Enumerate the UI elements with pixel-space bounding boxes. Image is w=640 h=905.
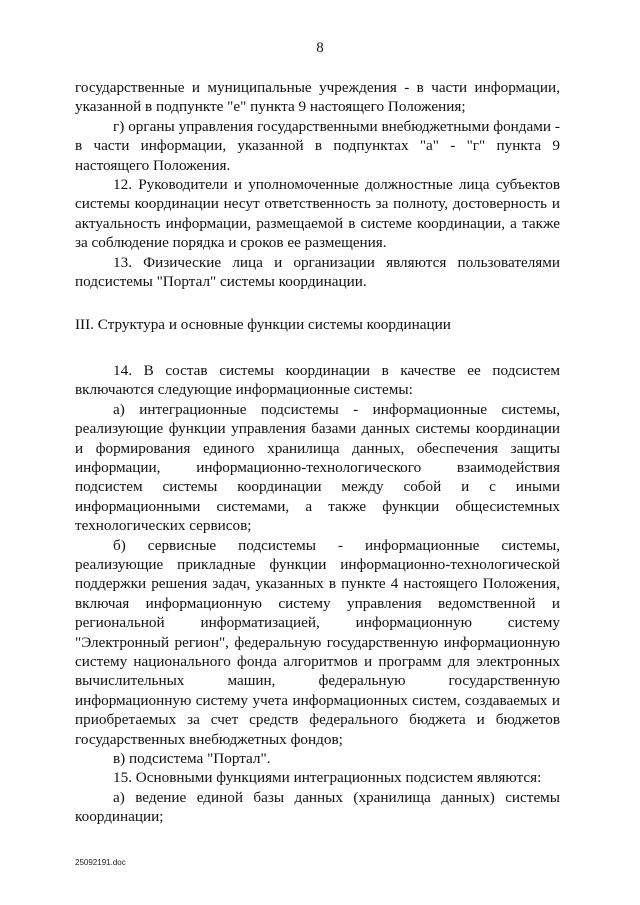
paragraph-continuation: государственные и муниципальные учреждения - в части информации, указанной в подпункте "е" пункта 9 настоящего Положения; bbox=[75, 79, 560, 116]
paragraph-13: 13. Физические лица и организации являются пользователями подсистемы "Портал" системы координации. bbox=[75, 253, 560, 291]
page-number: 8 bbox=[316, 40, 324, 56]
paragraph-14: 14. В состав системы координации в качестве ее подсистем включаются следующие информационные системы: bbox=[75, 361, 560, 399]
footer-filename: 25092191.doc bbox=[75, 858, 126, 867]
paragraph-12: 12. Руководители и уполномоченные должностные лица субъектов системы координации несут ответственность за полноту, достоверность и актуальность информации, размещаемой в системе координации, а также за соблюдение порядка и сроков ее размещения. bbox=[75, 176, 560, 252]
document-body bbox=[75, 78, 560, 827]
paragraph-item-g: г) органы управления государственными внебюджетными фондами - в части информации, указанной в подпунктах "а" - "г" пункта 9 настоящего Положения. bbox=[75, 117, 560, 174]
paragraph-14-v: в) подсистема "Портал". bbox=[113, 750, 271, 767]
paragraph-14-b: б) сервисные подсистемы - информационные системы, реализующие прикладные функции информационно-технологической поддержки решения задач, указанных в пункте 4 настоящего Положения, включая информационную систему управления ведомственной и региональной информатизацией, информационную систему "Электронный регион", федеральную государственную информационную систему национального фонда алгоритмов и программ для электронных вычислительных машин, федеральную государственную информационную систему учета информационных систем, создаваемых и приобретаемых за счет средств федерального бюджета и бюджетов государственных внебюджетных фондов; bbox=[75, 536, 560, 748]
paragraph-15-a: а) ведение единой базы данных (хранилища данных) системы координации; bbox=[75, 788, 560, 826]
paragraph-14-a: а) интеграционные подсистемы - информационные системы, реализующие функции управления базами данных системы координации и формирования единого хранилища данных, обеспечения защиты информации, информационно-технологического взаимодействия подсистем системы координации между собой и с иными информационными системами, а также функции общесистемных технологических сервисов; bbox=[75, 400, 560, 535]
paragraph-15: 15. Основными функциями интеграционных подсистем являются: bbox=[113, 769, 542, 787]
section-heading: III. Структура и основные функции системы координации bbox=[75, 316, 451, 334]
